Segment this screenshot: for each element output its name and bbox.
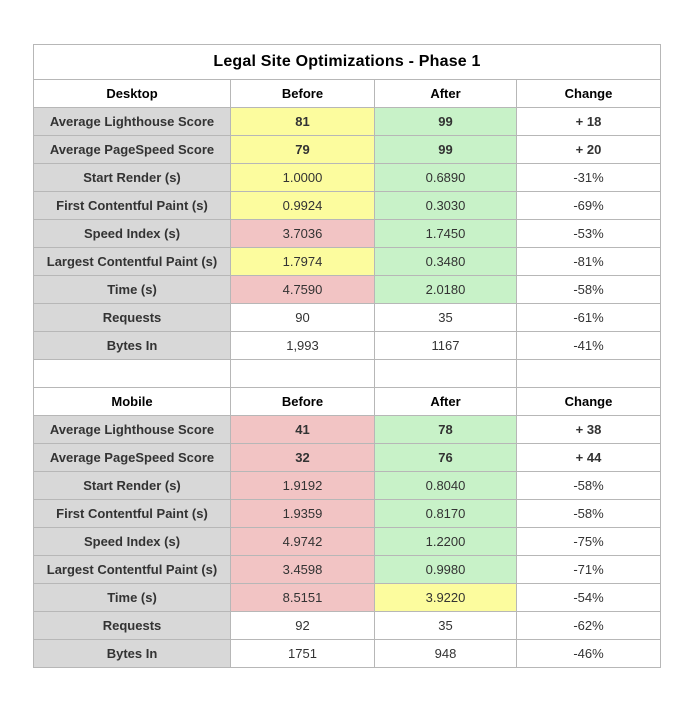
before-value-cell: 3.7036 [231, 220, 375, 248]
metric-label-cell: First Contentful Paint (s) [34, 192, 231, 220]
metric-row [34, 192, 661, 220]
metric-label-cell: Average Lighthouse Score [34, 108, 231, 136]
column-header-cell: After [375, 388, 517, 416]
metric-row [34, 556, 661, 584]
spacer-cell [34, 360, 231, 388]
metric-label-cell: Largest Contentful Paint (s) [34, 248, 231, 276]
change-value-cell: -71% [517, 556, 661, 584]
before-value-cell: 1.0000 [231, 164, 375, 192]
change-value-cell: + 38 [517, 416, 661, 444]
spacer-cell [517, 360, 661, 388]
section-header-row-desktop [34, 80, 661, 108]
before-value-cell: 1.9359 [231, 500, 375, 528]
change-value-cell: -46% [517, 640, 661, 668]
metric-label-cell: First Contentful Paint (s) [34, 500, 231, 528]
metric-label-cell: Start Render (s) [34, 472, 231, 500]
change-value-cell: -81% [517, 248, 661, 276]
after-value-cell: 948 [375, 640, 517, 668]
report-canvas [33, 44, 661, 668]
after-value-cell: 35 [375, 304, 517, 332]
after-value-cell: 0.8170 [375, 500, 517, 528]
table-title: Legal Site Optimizations - Phase 1 [34, 45, 661, 80]
after-value-cell: 3.9220 [375, 584, 517, 612]
metric-row [34, 584, 661, 612]
change-value-cell: + 20 [517, 136, 661, 164]
change-value-cell: -61% [517, 304, 661, 332]
spacer-row [34, 360, 661, 388]
metric-row [34, 108, 661, 136]
before-value-cell: 0.9924 [231, 192, 375, 220]
after-value-cell: 0.6890 [375, 164, 517, 192]
after-value-cell: 1167 [375, 332, 517, 360]
metric-row [34, 416, 661, 444]
before-value-cell: 1.9192 [231, 472, 375, 500]
change-value-cell: -53% [517, 220, 661, 248]
before-value-cell: 92 [231, 612, 375, 640]
metric-label-cell: Average PageSpeed Score [34, 136, 231, 164]
before-value-cell: 4.9742 [231, 528, 375, 556]
metric-row [34, 472, 661, 500]
column-header-cell: Change [517, 388, 661, 416]
spacer-cell [231, 360, 375, 388]
metric-row [34, 500, 661, 528]
metric-row [34, 612, 661, 640]
change-value-cell: -69% [517, 192, 661, 220]
metric-label-cell: Bytes In [34, 640, 231, 668]
change-value-cell: -31% [517, 164, 661, 192]
change-value-cell: -58% [517, 500, 661, 528]
change-value-cell: -41% [517, 332, 661, 360]
change-value-cell: -54% [517, 584, 661, 612]
after-value-cell: 0.3030 [375, 192, 517, 220]
before-value-cell: 32 [231, 444, 375, 472]
metric-row [34, 444, 661, 472]
column-header-cell: Before [231, 388, 375, 416]
metric-label-cell: Time (s) [34, 584, 231, 612]
metric-row [34, 220, 661, 248]
change-value-cell: + 18 [517, 108, 661, 136]
section-name-cell: Desktop [34, 80, 231, 108]
change-value-cell: + 44 [517, 444, 661, 472]
metric-row [34, 640, 661, 668]
before-value-cell: 1.7974 [231, 248, 375, 276]
title-row [34, 45, 661, 80]
change-value-cell: -58% [517, 472, 661, 500]
change-value-cell: -58% [517, 276, 661, 304]
after-value-cell: 76 [375, 444, 517, 472]
change-value-cell: -75% [517, 528, 661, 556]
change-value-cell: -62% [517, 612, 661, 640]
metric-label-cell: Average Lighthouse Score [34, 416, 231, 444]
before-value-cell: 8.5151 [231, 584, 375, 612]
after-value-cell: 0.9980 [375, 556, 517, 584]
after-value-cell: 99 [375, 136, 517, 164]
before-value-cell: 3.4598 [231, 556, 375, 584]
metric-label-cell: Largest Contentful Paint (s) [34, 556, 231, 584]
metric-row [34, 248, 661, 276]
metric-row [34, 304, 661, 332]
section-name-cell: Mobile [34, 388, 231, 416]
metric-row [34, 276, 661, 304]
column-header-cell: After [375, 80, 517, 108]
metric-row [34, 136, 661, 164]
after-value-cell: 78 [375, 416, 517, 444]
metric-label-cell: Speed Index (s) [34, 528, 231, 556]
spacer-cell [375, 360, 517, 388]
column-header-cell: Before [231, 80, 375, 108]
section-header-row-mobile [34, 388, 661, 416]
after-value-cell: 2.0180 [375, 276, 517, 304]
before-value-cell: 1,993 [231, 332, 375, 360]
metric-label-cell: Requests [34, 612, 231, 640]
metric-label-cell: Bytes In [34, 332, 231, 360]
metric-row [34, 164, 661, 192]
metric-label-cell: Time (s) [34, 276, 231, 304]
before-value-cell: 79 [231, 136, 375, 164]
after-value-cell: 35 [375, 612, 517, 640]
column-header-cell: Change [517, 80, 661, 108]
metric-row [34, 332, 661, 360]
before-value-cell: 90 [231, 304, 375, 332]
metric-row [34, 528, 661, 556]
metric-label-cell: Average PageSpeed Score [34, 444, 231, 472]
after-value-cell: 1.7450 [375, 220, 517, 248]
before-value-cell: 81 [231, 108, 375, 136]
before-value-cell: 41 [231, 416, 375, 444]
before-value-cell: 1751 [231, 640, 375, 668]
after-value-cell: 0.8040 [375, 472, 517, 500]
before-value-cell: 4.7590 [231, 276, 375, 304]
metric-label-cell: Speed Index (s) [34, 220, 231, 248]
optimization-comparison-table [33, 44, 661, 668]
metric-label-cell: Requests [34, 304, 231, 332]
after-value-cell: 99 [375, 108, 517, 136]
after-value-cell: 1.2200 [375, 528, 517, 556]
after-value-cell: 0.3480 [375, 248, 517, 276]
metric-label-cell: Start Render (s) [34, 164, 231, 192]
